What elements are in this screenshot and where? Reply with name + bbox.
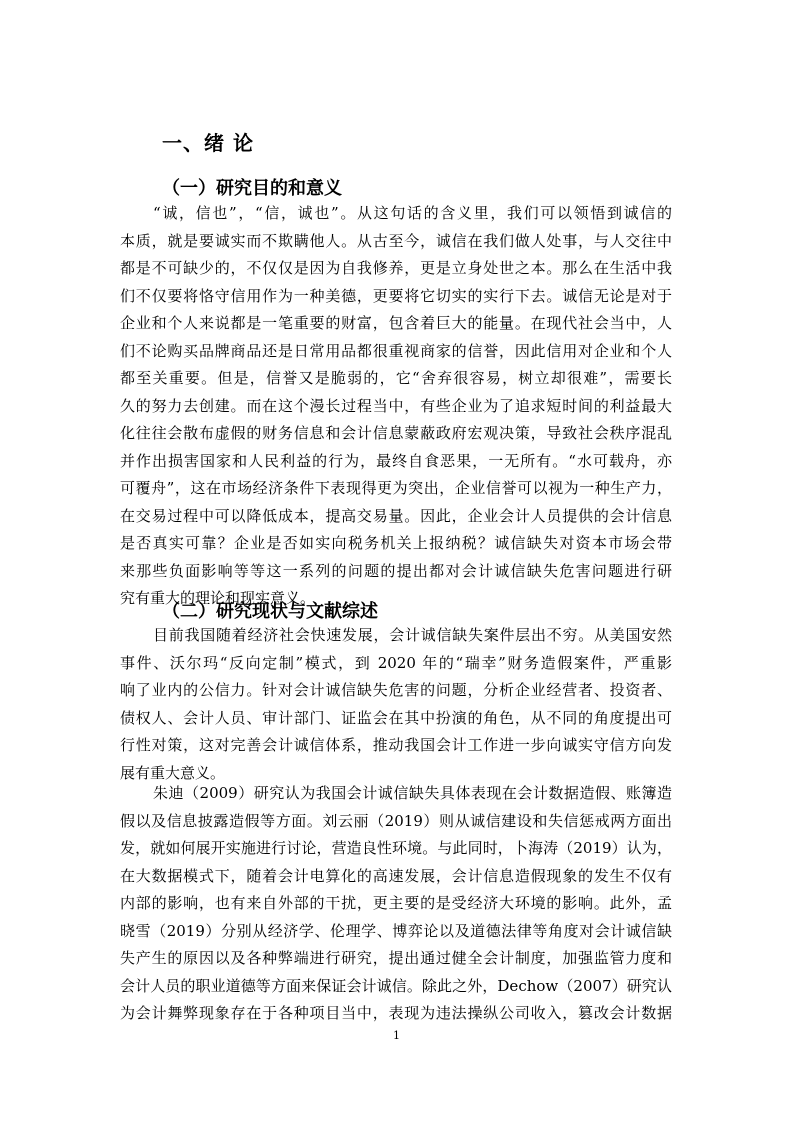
text-line: 会计人员的职业道德等方面来保证会计诚信。除此之外，Dechow（2007）研究认 (120, 976, 672, 995)
text-line: 目前我国随着经济社会快速发展，会计诚信缺失案件层出不穷。从美国安然 (153, 626, 672, 644)
text-line: 事件、沃尔玛“反向定制”模式，到 2020 年的“瑞幸”财务造假案件，严重影 (120, 653, 672, 672)
text-line: 本质，就是要诚实而不欺瞒他人。从古至今，诚信在我们做人处事，与人交往中 (120, 231, 672, 250)
text-line: 久的努力去创建。而在这个漫长过程当中，有些企业为了追求短时间的利益最大 (120, 396, 672, 415)
section-heading-purpose: （一）研究目的和意义 (162, 178, 342, 199)
text-line: 债权人、会计人员、审计部门、证监会在其中扮演的角色，从不同的角度提出可 (120, 708, 672, 727)
text-line: 响了业内的公信力。针对会计诚信缺失危害的问题，分析企业经营者、投资者、 (120, 681, 672, 699)
text-line: 发，就如何展开实施进行讨论，营造良性环境。与此同时，卜海涛（2019）认为， (120, 839, 672, 857)
text-line: 都至关重要。但是，信誉又是脆弱的，它“舍弃很容易，树立却很难”，需要长 (120, 369, 672, 387)
paragraph-review (120, 780, 672, 1028)
text-line: 究有重大的理论和现实意义。 (120, 589, 316, 607)
text-line: 企业和个人来说都是一笔重要的财富，包含着巨大的能量。在现代社会当中，人 (120, 314, 672, 332)
page-number: 1 (393, 1029, 400, 1042)
text-line: 展有重大意义。 (120, 763, 226, 782)
text-line: 行性对策，这对完善会计诚信体系，推动我国会计工作进一步向诚实守信方向发 (120, 736, 672, 754)
text-line: 失产生的原因以及各种弊端进行研究，提出通过健全会计制度，加强监管力度和 (120, 949, 672, 967)
text-line: 内部的影响，也有来自外部的干扰，更主要的是受经济大环境的影响。此外，孟 (120, 894, 672, 912)
text-line: 都是不可缺少的，不仅仅是因为自我修养，更是立身处世之本。那么在生活中我 (120, 259, 672, 277)
text-line: 朱迪（2009）研究认为我国会计诚信缺失具体表现在会计数据造假、账簿造 (153, 784, 672, 802)
text-line: 们不论购买品牌商品还是日常用品都很重视商家的信誉，因此信用对企业和个人 (120, 341, 672, 360)
chapter-heading: 一、绪 论 (162, 131, 254, 155)
text-line: 化往往会散布虚假的财务信息和会计信息蒙蔽政府宏观决策，导致社会秩序混乱 (120, 424, 672, 442)
text-line: 在交易过程中可以降低成本，提高交易量。因此，企业会计人员提供的会计信息 (120, 506, 672, 525)
text-line: 为会计舞弊现象存在于各种项目当中，表现为违法操纵公司收入，篡改会计数据 (120, 1004, 672, 1022)
text-line: 来那些负面影响等等这一系列的问题的提出都对会计诚信缺失危害问题进行研 (120, 561, 672, 580)
paragraph-status (120, 622, 672, 787)
text-line: 并作出损害国家和人民利益的行为，最终自食恶果，一无所有。“水可载舟，亦 (120, 451, 672, 470)
text-line: 是否真实可靠？企业是否如实向税务机关上报纳税？诚信缺失对资本市场会带 (120, 534, 672, 552)
paragraph-purpose (120, 200, 672, 613)
text-line: 可覆舟”，这在市场经济条件下表现得更为突出，企业信誉可以视为一种生产力， (120, 479, 672, 497)
text-line: 假以及信息披露造假等方面。刘云丽（2019）则从诚信建设和失信惩戒两方面出 (120, 811, 672, 830)
text-line: 们不仅要将恪守信用作为一种美德，更要将它切实的实行下去。诚信无论是对于 (120, 286, 672, 305)
text-line: “诚，信也”，“信，诚也”。从这句话的含义里，我们可以领悟到诚信的 (153, 204, 672, 222)
text-line: 在大数据模式下，随着会计电算化的高速发展，会计信息造假现象的发生不仅有 (120, 866, 672, 885)
text-line: 晓雪（2019）分别从经济学、伦理学、博弈论以及道德法律等角度对会计诚信缺 (120, 921, 672, 940)
section-heading-literature: （二）研究现状与文献综述 (162, 601, 378, 622)
